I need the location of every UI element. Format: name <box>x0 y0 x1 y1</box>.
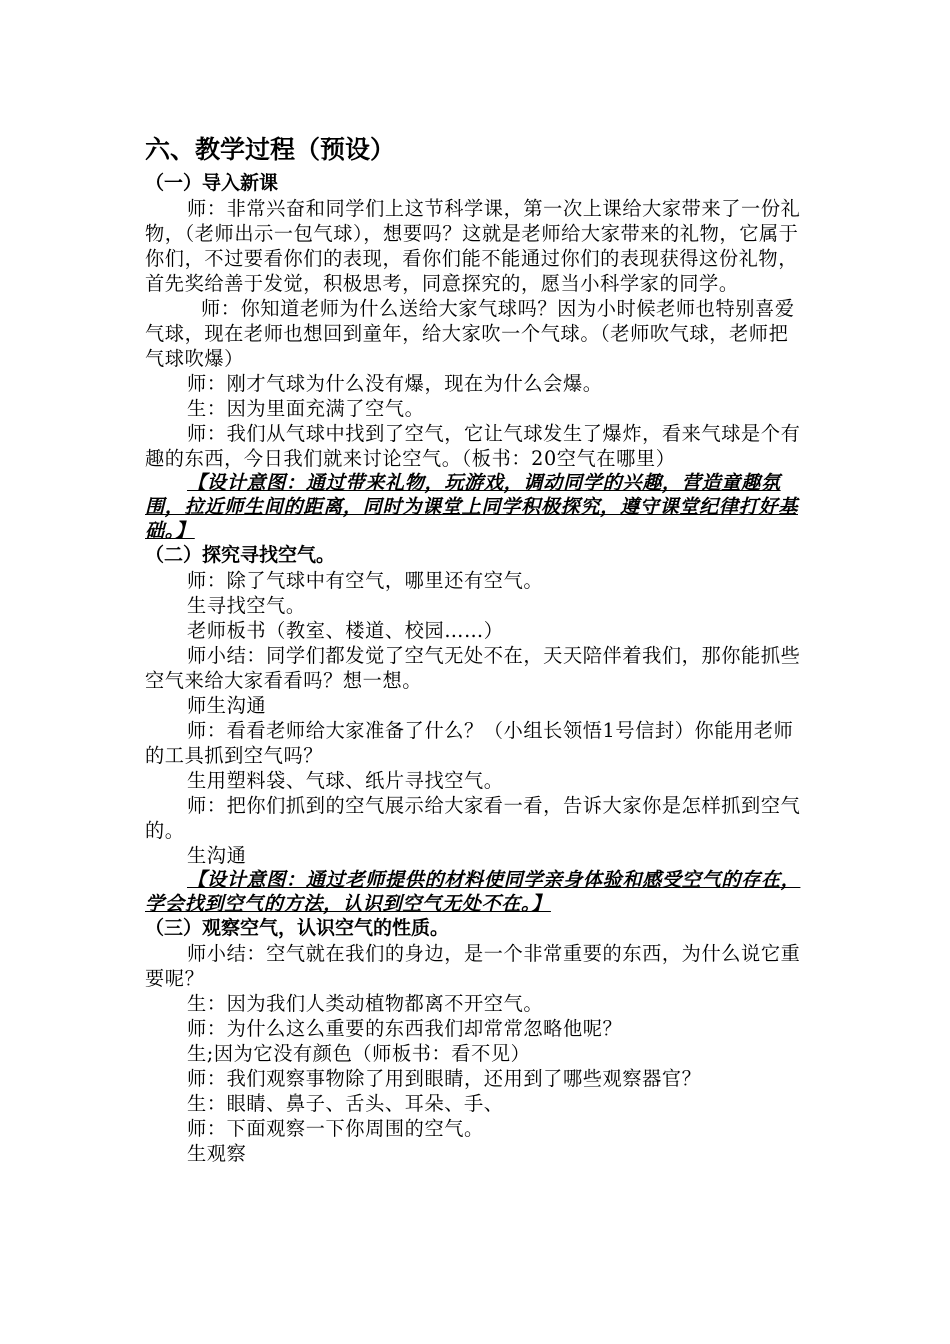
paragraph: 师小结：同学们都发觉了空气无处不在，天天陪伴着我们，那你能抓些空气来给大家看看吗？想一想。 <box>145 644 801 692</box>
paragraph: 师小结：空气就在我们的身边，是一个非常重要的东西，为什么说它重要呢？ <box>145 942 801 990</box>
subsection-heading-intro: （一）导入新课 <box>145 172 279 194</box>
paragraph: 老师板书（教室、楼道、校园……） <box>187 619 504 642</box>
paragraph: 师：我们从气球中找到了空气，它让气球发生了爆炸，看来气球是个有趣的东西，今日我们就来讨论空气。（板书：20空气在哪里） <box>145 422 801 470</box>
design-intent-note: 【设计意图：通过带来礼物，玩游戏，调动同学的兴趣，营造童趣氛围，拉近师生间的距离，同时为课堂上同学积极探究，遵守课堂纪律打好基础。】 <box>145 471 798 542</box>
paragraph: 师：我们观察事物除了用到眼睛，还用到了哪些观察器官？ <box>187 1067 702 1090</box>
paragraph: 师：下面观察一下你周围的空气。 <box>187 1117 484 1140</box>
paragraph: 生;因为它没有颜色（师板书：看不见） <box>187 1042 531 1065</box>
paragraph: 生观察 <box>187 1142 247 1165</box>
paragraph: 师：除了气球中有空气，哪里还有空气。 <box>187 569 544 592</box>
paragraph: 生用塑料袋、气球、纸片寻找空气。 <box>187 769 504 792</box>
paragraph: 师：看看老师给大家准备了什么？（小组长领悟1号信封）你能用老师的工具抓到空气吗？ <box>145 719 794 767</box>
subsection-heading-explore: （二）探究寻找空气。 <box>145 544 336 566</box>
section-title: 六、教学过程（预设） <box>145 135 396 164</box>
paragraph: 师：你知道老师为什么送给大家气球吗？因为小时候老师也特别喜爱气球，现在老师也想回到童年，给大家吹一个气球。（老师吹气球，老师把气球吹爆） <box>145 297 795 370</box>
paragraph: 生：眼睛、鼻子、舌头、耳朵、手、 <box>187 1092 504 1115</box>
paragraph: 师：非常兴奋和同学们上这节科学课，第一次上课给大家带来了一份礼物，（老师出示一包气球），想要吗？这就是老师给大家带来的礼物，它属于你们，不过要看你们的表现，看你们能不能通过你们的表现获得这份礼物，首先奖给善于发觉，积极思考，同意探究的，愿当小科学家的同学。 <box>145 197 801 295</box>
paragraph: 生沟通 <box>187 844 247 867</box>
paragraph: 师：把你们抓到的空气展示给大家看一看，告诉大家你是怎样抓到空气的。 <box>145 794 801 842</box>
document-body <box>145 133 807 1166</box>
paragraph: 生寻找空气。 <box>187 594 306 617</box>
subsection-heading-observe: （三）观察空气，认识空气的性质。 <box>145 917 450 939</box>
paragraph: 师：为什么这么重要的东西我们却常常忽略他呢？ <box>187 1017 623 1040</box>
paragraph: 师：刚才气球为什么没有爆，现在为什么会爆。 <box>187 372 603 395</box>
paragraph: 师生沟通 <box>187 694 267 717</box>
design-intent-note: 【设计意图：通过老师提供的材料使同学亲身体验和感受空气的存在，学会找到空气的方法，认识到空气无处不在。】 <box>145 868 801 915</box>
paragraph: 生：因为里面充满了空气。 <box>187 397 425 420</box>
paragraph: 生：因为我们人类动植物都离不开空气。 <box>187 992 544 1015</box>
